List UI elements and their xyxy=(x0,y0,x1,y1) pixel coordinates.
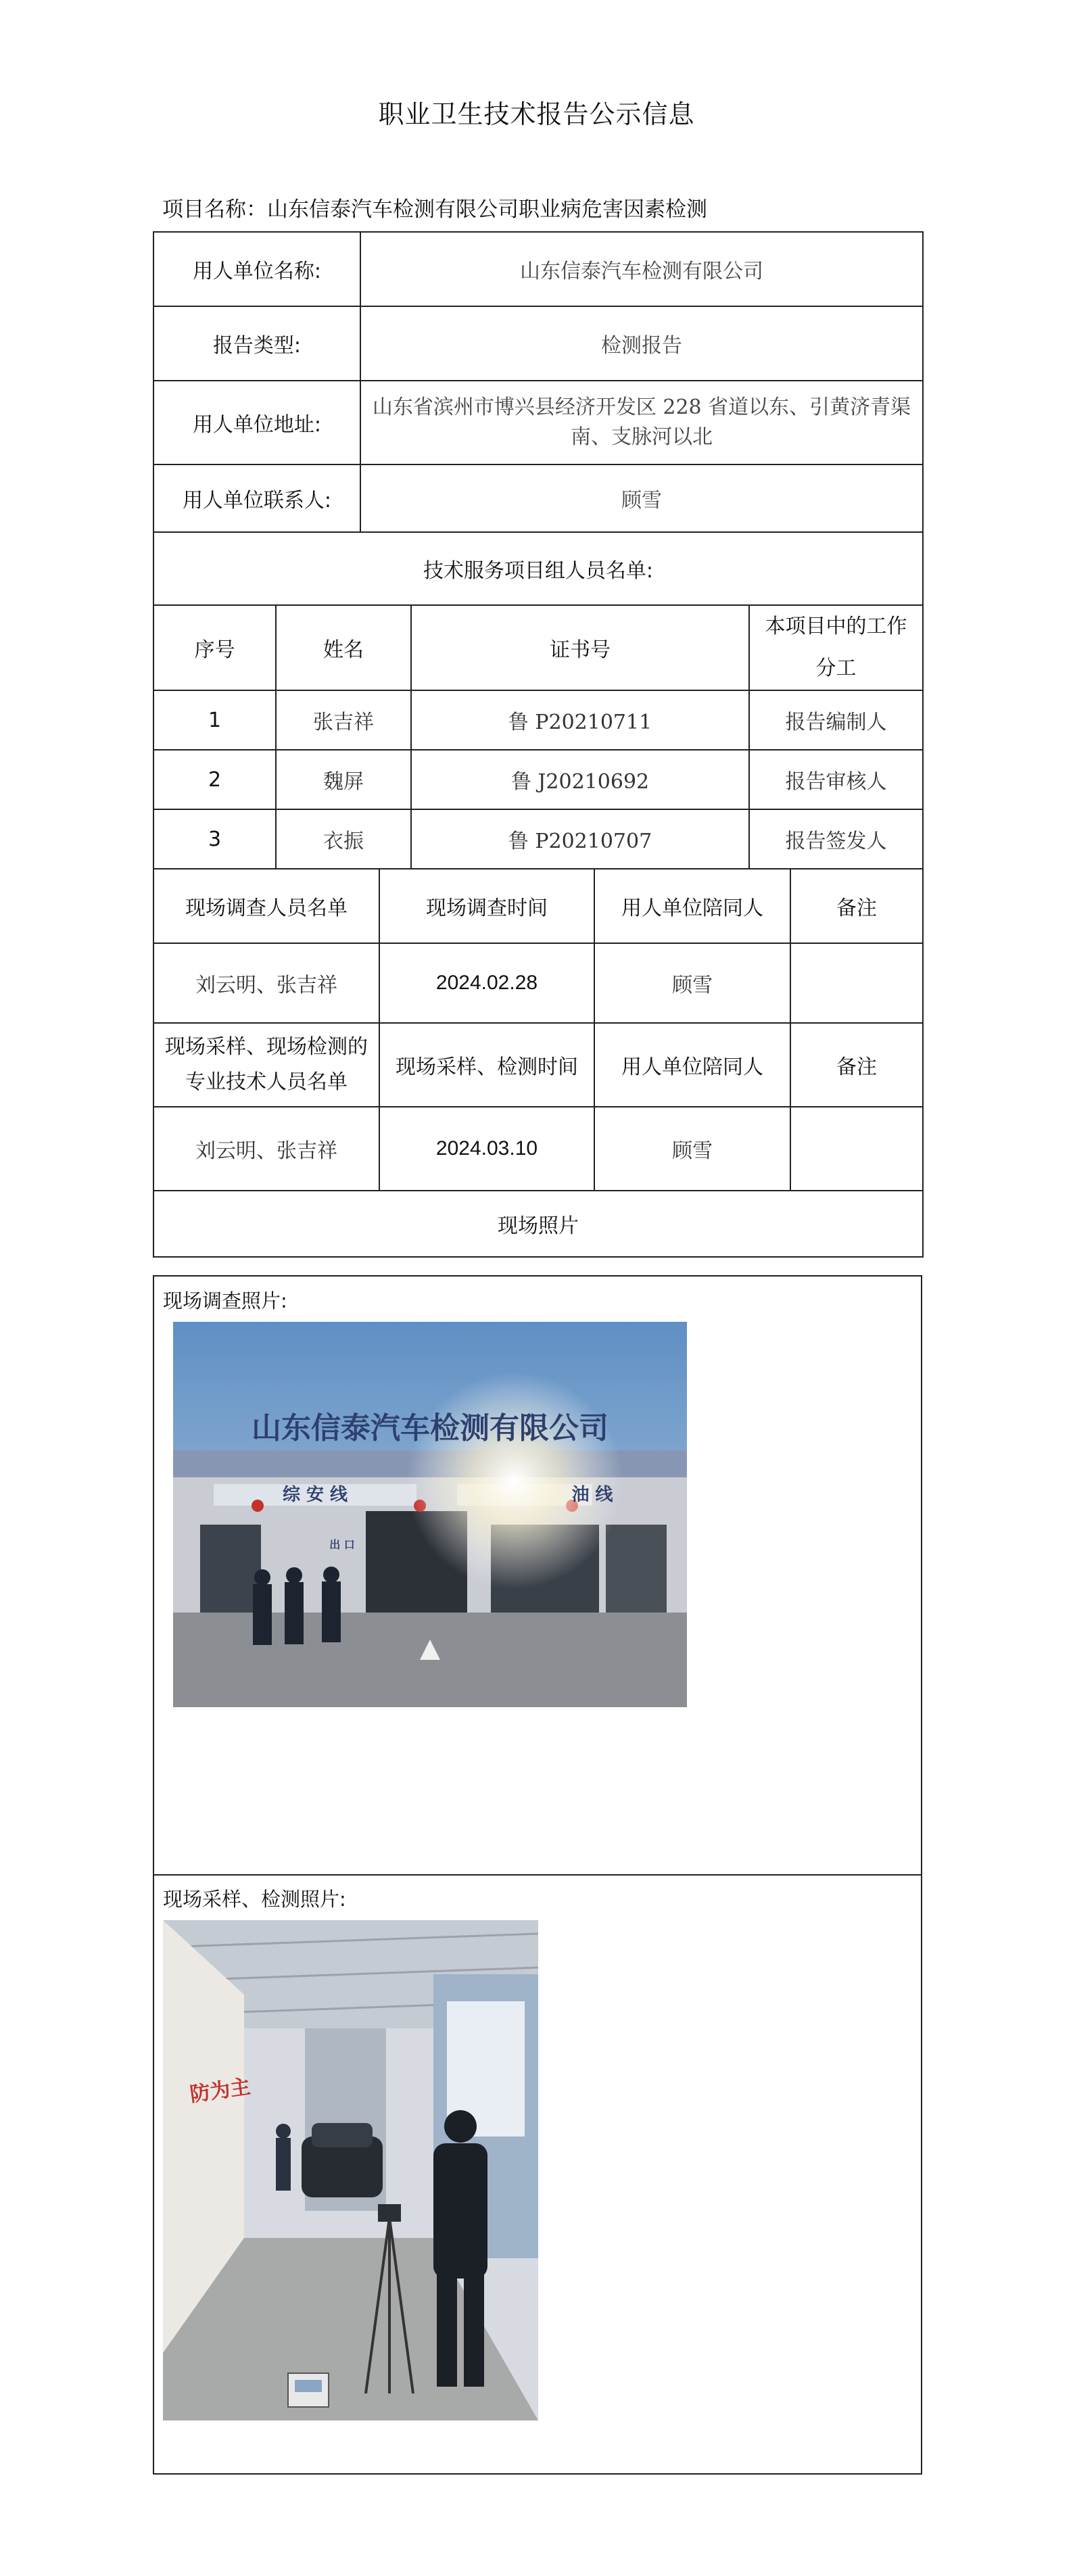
survey-note xyxy=(790,943,923,1023)
survey-header-time: 现场调查时间 xyxy=(379,869,594,943)
sampling-time: 2024.03.10 xyxy=(379,1107,594,1191)
company-label: 用人单位名称: xyxy=(153,232,360,306)
sampling-photo xyxy=(163,1920,538,2420)
exit-sign: 出 口 xyxy=(329,1538,355,1551)
staff-cert: 鲁 J20210692 xyxy=(411,750,749,809)
info-table xyxy=(153,231,924,606)
staff-no: 3 xyxy=(153,809,276,869)
contact-value: 顾雪 xyxy=(360,464,923,532)
survey-time: 2024.02.28 xyxy=(379,943,594,1023)
contact-label: 用人单位联系人: xyxy=(153,464,360,532)
staff-header-cert: 证书号 xyxy=(411,605,749,690)
survey-photo xyxy=(173,1322,687,1707)
staff-heading: 技术服务项目组人员名单: xyxy=(153,532,923,605)
survey-people: 刘云明、张吉祥 xyxy=(153,943,379,1023)
table-row xyxy=(153,943,923,1023)
staff-cert: 鲁 P20210711 xyxy=(411,690,749,750)
staff-cert: 鲁 P20210707 xyxy=(411,809,749,869)
sampling-header-people: 现场采样、现场检测的专业技术人员名单 xyxy=(153,1023,379,1107)
project-name: 项目名称：山东信泰汽车检测有限公司职业病危害因素检测 xyxy=(162,197,707,222)
staff-role: 报告签发人 xyxy=(749,809,923,869)
address-value: 山东省滨州市博兴县经济开发区 228 省道以东、引黄济青渠南、支脉河以北 xyxy=(360,381,923,464)
sampling-photo-image xyxy=(163,1920,538,2420)
report-type-value: 检测报告 xyxy=(360,306,923,381)
sampling-header-time: 现场采样、检测时间 xyxy=(379,1023,594,1107)
sampling-header-escort: 用人单位陪同人 xyxy=(594,1023,790,1107)
sampling-header-note: 备注 xyxy=(790,1023,923,1107)
table-row xyxy=(153,1107,923,1191)
address-label: 用人单位地址: xyxy=(153,381,360,464)
survey-header-note: 备注 xyxy=(790,869,923,943)
survey-table xyxy=(153,868,924,1258)
staff-header-name: 姓名 xyxy=(276,605,411,690)
survey-escort: 顾雪 xyxy=(594,943,790,1023)
staff-header-role: 本项目中的工作分工 xyxy=(749,605,923,690)
staff-no: 2 xyxy=(153,750,276,809)
company-value: 山东信泰汽车检测有限公司 xyxy=(360,232,923,306)
survey-photo-label: 现场调查照片: xyxy=(163,1289,287,1312)
lane-sign-right: 油 线 xyxy=(571,1485,613,1505)
page-title: 职业卫生技术报告公示信息 xyxy=(378,99,695,129)
lane-sign-left: 综 安 线 xyxy=(282,1485,348,1505)
staff-no: 1 xyxy=(153,690,276,750)
sampling-escort: 顾雪 xyxy=(594,1107,790,1191)
report-type-label: 报告类型: xyxy=(153,306,360,381)
sampling-photo-label: 现场采样、检测照片: xyxy=(163,1888,346,1911)
survey-header-people: 现场调查人员名单 xyxy=(153,869,379,943)
survey-photo-image xyxy=(173,1322,687,1707)
staff-name: 魏屏 xyxy=(276,750,411,809)
sampling-note xyxy=(790,1107,923,1191)
wall-slogan: 防为主 xyxy=(188,2075,252,2107)
table-row xyxy=(153,750,923,809)
table-row xyxy=(153,809,923,869)
staff-role: 报告审核人 xyxy=(749,750,923,809)
staff-header-no: 序号 xyxy=(153,605,276,690)
photos-heading: 现场照片 xyxy=(153,1191,923,1257)
staff-name: 张吉祥 xyxy=(276,690,411,750)
staff-role: 报告编制人 xyxy=(749,690,923,750)
company-sign-text: 山东信泰汽车检测有限公司 xyxy=(252,1411,609,1446)
staff-table xyxy=(153,604,924,869)
staff-name: 衣振 xyxy=(276,809,411,869)
survey-header-escort: 用人单位陪同人 xyxy=(594,869,790,943)
table-row xyxy=(153,690,923,750)
sampling-people: 刘云明、张吉祥 xyxy=(153,1107,379,1191)
